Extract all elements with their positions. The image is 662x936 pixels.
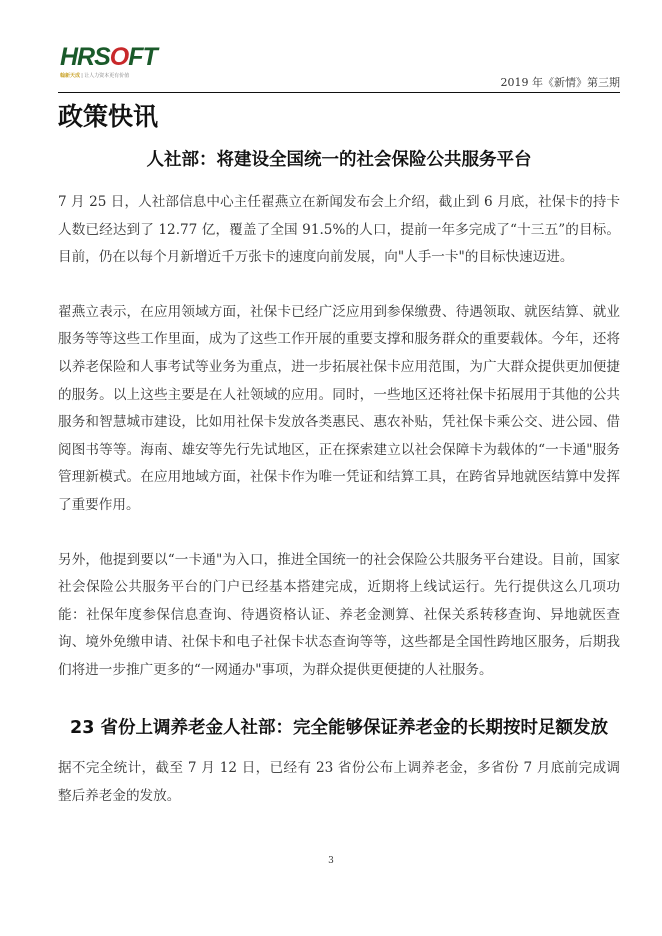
header-rule [58,92,620,93]
article-paragraph: 翟燕立表示，在应用领域方面，社保卡已经广泛应用到参保缴费、待遇领取、就医结算、就业服务等等这些工作里面，成为了这些工作开展的重要支撑和服务群众的重要载体。今年，还将以养老保险和人事考试等业务为重点，进一步拓展社保卡应用范围，为广大群众提供更加便捷的服务。以上这些主要是在人社领域的应用。同时，一些地区还将社保卡拓展用于其他的公共服务和智慧城市建设，比如用社保卡发放各类惠民、惠农补贴，凭社保卡乘公交、进公园、借阅图书等等。海南、雄安等先行先试地区，正在探索建立以社会保障卡为载体的“一卡通"服务管理新模式。在应用地域方面，社保卡作为唯一凭证和结算工具，在跨省异地就医结算中发挥了重要作用。 [58,303,620,513]
logo-brand: 翰新天成 [60,73,81,79]
article-title: 人社部：将建设全国统一的社会保险公共服务平台 [146,150,532,170]
article-paragraph: 另外，他提到要以“一卡通"为入口，推进全国统一的社会保险公共服务平台建设。目前，国家社会保险公共服务平台的门户已经基本搭建完成，近期将上线试运行。先行提供这么几项功能：社保年度参保信息查询、待遇资格认证、养老金测算、社保关系转移查询、异地就医查询、境外免缴申请、社保卡和电子社保卡状态查询等等，这些都是全国性跨地区服务，后期我们将进一步推广更多的“一网通办"事项，为群众提供更便捷的人社服务。 [58,551,620,678]
article-1 [58,144,620,685]
article-paragraph: 7 月 25 日，人社部信息中心主任翟燕立在新闻发布会上介绍，截止到 6 月底，社保卡的持卡人数已经达到了 12.77 亿，覆盖了全国 91.5%的人口，提前一年多完成了“十三五”的目标。目前，仍在以每个月新增近千万张卡的速度向前发展，向"人手一卡"的目标快速迈进。 [58,194,620,266]
article-2 [58,712,620,810]
logo-tagline: 让人力资本更有价值 [84,73,130,79]
article-paragraph: 据不完全统计，截至 7 月 12 日，已经有 23 省份公布上调养老金，多省份 7 月底前完成调整后养老金的发放。 [58,760,620,804]
section-title: 政策快讯 [58,102,159,131]
company-logo: HRSOFT 翰新天成 | 让人力资本更有价值 [60,43,157,79]
page-number: 3 [328,856,334,866]
issue-label: 2019 年《新情》第三期 [500,76,620,89]
article-title: 23 省份上调养老金人社部：完全能够保证养老金的长期按时足额发放 [70,718,608,738]
